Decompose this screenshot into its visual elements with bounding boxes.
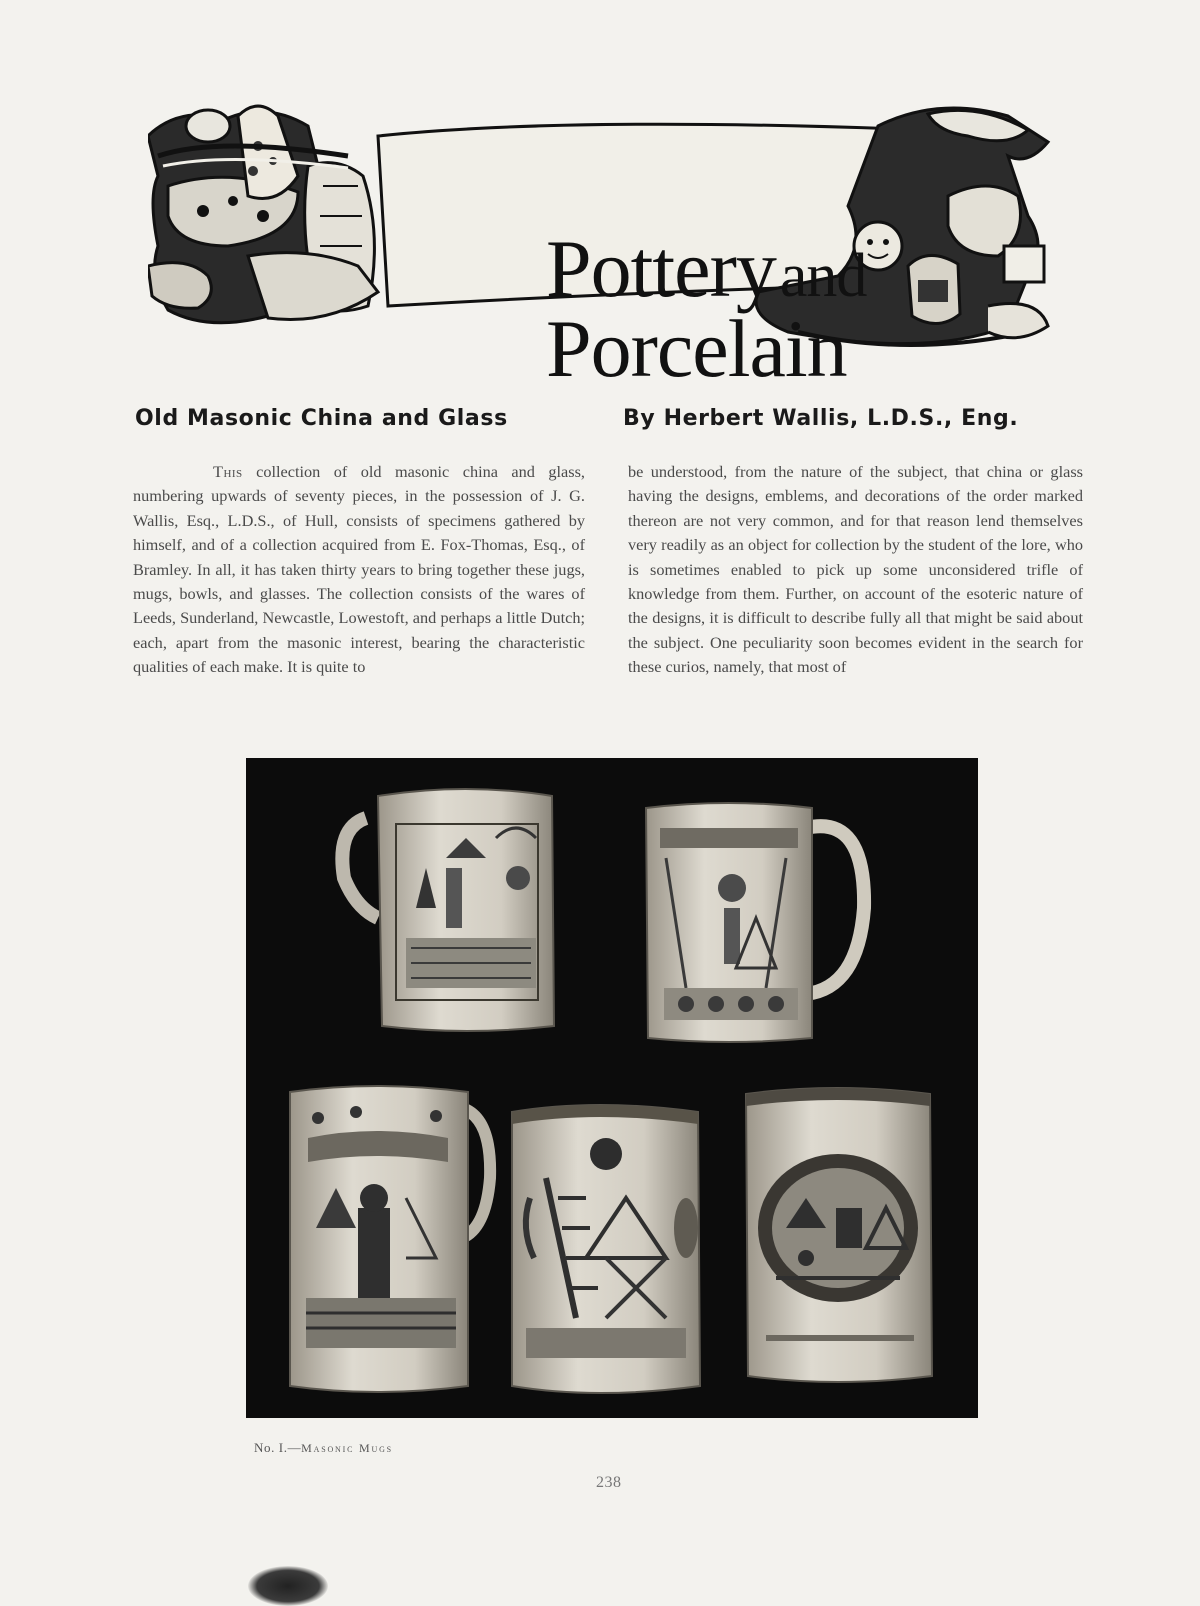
title-word-porcelain: Porcelain	[546, 303, 847, 394]
mug-bottom-left	[290, 1086, 490, 1392]
lead-word: This	[213, 462, 243, 481]
mug-top-left	[342, 789, 554, 1031]
caption-text: Masonic Mugs	[301, 1441, 393, 1455]
figure-caption	[254, 1440, 393, 1456]
caption-number: No. I.—	[254, 1440, 302, 1455]
page-number: 238	[596, 1474, 622, 1491]
left-column-text: collection of old masonic china and glass, numbering upwards of seventy pieces, in the possession of J. G. Wallis, Esq., L.D.S., of Hull, consists of specimens gathered by himself, and of a collection acquired from E. Fox-Thomas, Esq., of Bramley. In all, it has taken thirty years to bring together these jugs, mugs, bowls, and glasses. The collection consists of the wares of Leeds, Sunderland, Newcastle, Lowestoft, and perhaps a little Dutch; each, apart from the masonic interest, bearing the characteristic qualities of each make. It is quite to	[133, 462, 586, 677]
article-title: Old Masonic China and Glass	[135, 406, 508, 431]
body-column-left	[133, 460, 585, 680]
mug-top-right	[646, 803, 864, 1042]
mug-bottom-right	[746, 1088, 932, 1382]
mug-bottom-center	[512, 1105, 700, 1393]
body-column-right	[628, 460, 1083, 680]
title-word-pottery: Pottery	[546, 223, 776, 314]
article-byline: By Herbert Wallis, L.D.S., Eng.	[623, 406, 1019, 431]
masonic-mugs-photograph	[246, 758, 978, 1418]
header-ornament	[148, 96, 1060, 394]
title-word-and: and	[779, 242, 867, 310]
thumb-shadow	[248, 1566, 328, 1606]
mugs-illustration	[246, 758, 978, 1418]
right-column-text: be understood, from the nature of the subject, that china or glass having the designs, emblems, and decorations of the order marked thereon are not very common, and for that reason lend themselves very readily as an object for collection by the student of the lore, who is sometimes enabled to pick up some unconsidered trifle of knowledge from them. Further, on account of the esoteric nature of the designs, it is difficult to describe fully all that might be said about the subject. One peculiarity soon becomes evident in the search for these curios, namely, that most of	[628, 462, 1083, 677]
